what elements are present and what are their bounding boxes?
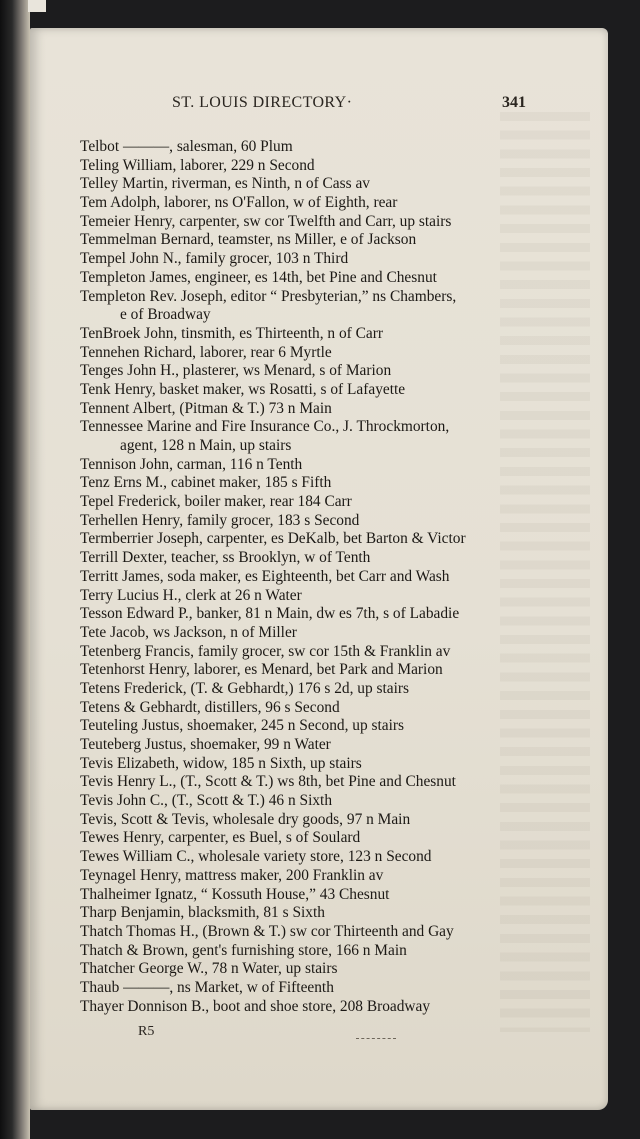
directory-entries	[80, 138, 590, 1016]
directory-entry: Territt James, soda maker, es Eighteenth, bet Carr and Wash	[80, 567, 450, 585]
directory-entry: Tetens Frederick, (T. & Gebhardt,) 176 s 2d, up stairs	[80, 679, 410, 697]
directory-entry: Thaub ———, ns Market, w of Fifteenth	[80, 978, 334, 996]
directory-entry: Tevis Henry L., (T., Scott & T.) ws 8th, bet Pine and Chesnut	[80, 773, 456, 791]
signature-mark: R5	[138, 1024, 155, 1039]
book-binding-shadow	[0, 0, 30, 1139]
directory-entry-continuation: agent, 128 n Main, up stairs	[120, 437, 292, 454]
directory-entry: Tennehen Richard, laborer, rear 6 Myrtle	[80, 343, 332, 361]
directory-entry: Tetenberg Francis, family grocer, sw cor 15th & Franklin av	[80, 642, 451, 660]
directory-entry: Templeton James, engineer, es 14th, bet Pine and Chesnut	[80, 268, 437, 286]
directory-entry: Thayer Donnison B., boot and shoe store, 208 Broadway	[80, 997, 431, 1015]
directory-entry: Tharp Benjamin, blacksmith, 81 s Sixth	[80, 904, 325, 922]
directory-entry: Tesson Edward P., banker, 81 n Main, dw es 7th, s of Labadie	[80, 605, 460, 623]
directory-entry: Temmelman Bernard, teamster, ns Miller, e of Jackson	[80, 231, 417, 249]
directory-entry: Tepel Frederick, boiler maker, rear 184 Carr	[80, 493, 352, 511]
directory-page	[30, 28, 608, 1110]
directory-entry: Templeton Rev. Joseph, editor “ Presbyterian,” ns Chambers,	[80, 287, 457, 305]
directory-entry: Telley Martin, riverman, es Ninth, n of Cass av	[80, 175, 370, 193]
directory-entry: Telbot ———, salesman, 60 Plum	[80, 138, 293, 155]
directory-entry: Terry Lucius H., clerk at 26 n Water	[80, 586, 302, 604]
directory-entry: Terrill Dexter, teacher, ss Brooklyn, w of Tenth	[80, 549, 371, 567]
directory-entry: Teuteling Justus, shoemaker, 245 n Second, up stairs	[80, 717, 405, 735]
directory-entry: Thalheimer Ignatz, “ Kossuth House,” 43 Chesnut	[80, 885, 390, 903]
page-header	[30, 94, 608, 114]
directory-entry: Tenk Henry, basket maker, ws Rosatti, s of Lafayette	[80, 380, 406, 398]
running-head: ST. LOUIS DIRECTORY·	[172, 94, 353, 111]
directory-entry: Terhellen Henry, family grocer, 183 s Second	[80, 511, 360, 529]
directory-entry: Tem Adolph, laborer, ns O'Fallon, w of Eighth, rear	[80, 194, 398, 212]
directory-entry: Tempel John N., family grocer, 103 n Third	[80, 250, 349, 268]
directory-entry: Thatcher George W., 78 n Water, up stairs	[80, 960, 338, 978]
directory-entry: Teling William, laborer, 229 n Second	[80, 156, 315, 174]
directory-entry: Tete Jacob, ws Jackson, n of Miller	[80, 623, 297, 641]
directory-entry: Tennison John, carman, 116 n Tenth	[80, 455, 303, 473]
directory-entry: Tennent Albert, (Pitman & T.) 73 n Main	[80, 399, 332, 417]
directory-entry: Tennessee Marine and Fire Insurance Co., J. Throckmorton,	[80, 418, 450, 436]
directory-entry: Tewes William C., wholesale variety store, 123 n Second	[80, 848, 432, 866]
page-number: 341	[502, 94, 526, 111]
directory-entry: Tewes Henry, carpenter, es Buel, s of Soulard	[80, 829, 361, 847]
ornamental-dash	[356, 1038, 396, 1041]
directory-entry: Tetens & Gebhardt, distillers, 96 s Second	[80, 698, 340, 716]
directory-entry: Termberrier Joseph, carpenter, es DeKalb, bet Barton & Victor	[80, 530, 466, 548]
directory-entry: Thatch Thomas H., (Brown & T.) sw cor Thirteenth and Gay	[80, 922, 454, 940]
directory-entry: Tetenhorst Henry, laborer, es Menard, bet Park and Marion	[80, 661, 443, 679]
page-corner-tab	[28, 0, 46, 12]
directory-entry-continuation: e of Broadway	[120, 306, 211, 324]
directory-entry: Teynagel Henry, mattress maker, 200 Franklin av	[80, 866, 384, 884]
directory-entry: Tevis, Scott & Tevis, wholesale dry goods, 97 n Main	[80, 810, 411, 828]
directory-entry: Teuteberg Justus, shoemaker, 99 n Water	[80, 736, 331, 753]
directory-entry: Tevis Elizabeth, widow, 185 n Sixth, up stairs	[80, 754, 362, 772]
directory-entry: TenBroek John, tinsmith, es Thirteenth, n of Carr	[80, 324, 383, 342]
directory-entry: Temeier Henry, carpenter, sw cor Twelfth and Carr, up stairs	[80, 212, 452, 230]
directory-entry: Thatch & Brown, gent's furnishing store, 166 n Main	[80, 941, 407, 959]
directory-entry: Tevis John C., (T., Scott & T.) 46 n Sixth	[80, 792, 333, 810]
directory-entry: Tenz Erns M., cabinet maker, 185 s Fifth	[80, 474, 332, 492]
directory-entry: Tenges John H., plasterer, ws Menard, s of Marion	[80, 362, 392, 380]
